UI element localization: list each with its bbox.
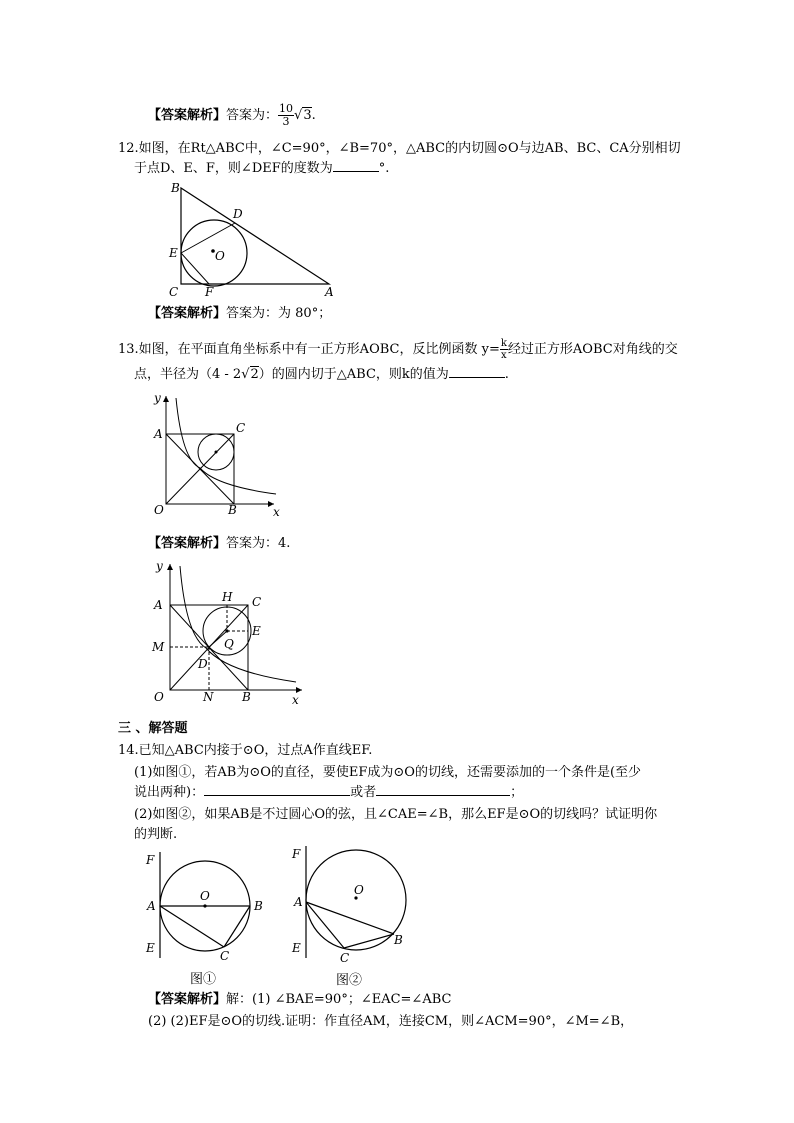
q14-part1-b: 说出两种)： xyxy=(134,785,205,800)
label-y: y xyxy=(156,559,163,573)
label-D: D xyxy=(233,207,243,221)
label-B: B xyxy=(254,899,263,913)
frac-den: x xyxy=(501,350,507,361)
label-E: E xyxy=(252,624,261,638)
label-B: B xyxy=(242,690,251,704)
q12-line2 xyxy=(134,162,389,175)
q14-part1-line1: (1)如图①，若AB为⊙O的直径，要使EF成为⊙O的切线，还需要添加的一个条件是(至少 xyxy=(134,765,642,780)
label-y: y xyxy=(154,391,161,405)
q13-line1-b: 经过正方形AOBC对角线的交 xyxy=(507,342,678,357)
q13-line2-end: . xyxy=(504,367,509,382)
label-F: F xyxy=(292,847,301,861)
q14-figure-1 xyxy=(140,848,275,993)
label-C: C xyxy=(252,595,262,609)
label-C: C xyxy=(169,285,179,299)
answer-prefix: 答案为： xyxy=(226,108,279,124)
q14-part2-line1: (2)如图②，如果AB是不过圆心O的弦，且∠CAE=∠B，那么EF是⊙O的切线吗？试证明你 xyxy=(134,807,658,822)
section3-title: 三 、解答题 xyxy=(118,721,188,736)
q13-line2-a: 点，半径为（4 - 2 xyxy=(134,367,242,382)
fraction xyxy=(278,103,294,128)
label-A: A xyxy=(154,598,163,612)
sqrt-radicand: 3 xyxy=(303,108,312,124)
sqrt-symbol: √ xyxy=(241,367,250,382)
frac-den: 3 xyxy=(282,115,290,129)
label-B: B xyxy=(228,503,237,517)
label-O: O xyxy=(154,503,164,517)
frac-num: k xyxy=(500,338,507,349)
q12-figure xyxy=(165,180,340,300)
fig2-caption: 图② xyxy=(336,973,363,988)
q12-line2-text: 于点D、E、F，则∠DEF的度数为 xyxy=(134,161,333,176)
label-x: x xyxy=(273,505,280,519)
q14-part1-end: ； xyxy=(510,785,524,800)
q13-line2-b: ）的圆内切于△ABC，则k的值为 xyxy=(258,367,449,382)
answer-label: 【答案解析】 xyxy=(148,306,227,321)
label-C: C xyxy=(220,949,230,963)
q12-answer-text: 答案为：为 80°； xyxy=(226,306,332,321)
q14-stem: 14.已知△ABC内接于⊙O，过点A作直线EF. xyxy=(118,743,373,758)
label-B: B xyxy=(394,933,403,947)
label-Q: Q xyxy=(224,637,234,651)
label-O: O xyxy=(215,249,225,263)
answer-blank xyxy=(449,377,505,378)
q13-figure xyxy=(146,390,281,520)
label-F: F xyxy=(205,285,214,299)
label-F: F xyxy=(146,853,155,867)
q14-figure-2 xyxy=(284,842,424,992)
sqrt-radicand: 2 xyxy=(250,367,259,382)
q13-line1-a: 13.如图，在平面直角坐标系中有一正方形AOBC，反比例函数 y= xyxy=(118,342,500,357)
label-A: A xyxy=(154,427,163,441)
answer-label: 【答案解析】 xyxy=(148,108,227,124)
label-C: C xyxy=(236,421,246,435)
q14-part1-or: 或者 xyxy=(350,785,377,800)
q14-answer-2: (2) (2)EF是⊙O的切线.证明：作直径AM，连接CM，则∠ACM=90°，∠M=∠B， xyxy=(148,1014,634,1029)
label-O: O xyxy=(154,690,164,704)
label-E: E xyxy=(146,941,155,955)
label-C: C xyxy=(340,951,350,965)
label-A: A xyxy=(325,285,334,299)
label-E: E xyxy=(292,941,301,955)
q13-answer-text: 答案为：4. xyxy=(226,536,291,551)
q14-part2-line2: 的判断. xyxy=(134,827,178,842)
q14-answer-1 xyxy=(148,993,451,1006)
fraction-k-over-x xyxy=(500,338,508,361)
fig1-caption: 图① xyxy=(190,972,217,987)
label-A: A xyxy=(147,899,156,913)
answer-label: 【答案解析】 xyxy=(148,992,227,1007)
label-M: M xyxy=(152,640,165,654)
label-N: N xyxy=(203,690,214,704)
q14-part1-line2 xyxy=(134,786,523,799)
label-E: E xyxy=(169,246,178,260)
label-H: H xyxy=(222,590,233,604)
label-D: D xyxy=(198,657,208,671)
q13-answer xyxy=(148,537,290,550)
sqrt-symbol: √ xyxy=(294,108,303,124)
q14-answer1-text: 解：(1) ∠BAE=90°；∠EAC=∠ABC xyxy=(226,992,452,1007)
label-O: O xyxy=(200,889,210,903)
label-x: x xyxy=(292,693,299,707)
q12-line2-end: °. xyxy=(378,161,390,176)
label-B: B xyxy=(171,181,180,195)
q12-line1: 12.如图，在Rt△ABC中，∠C=90°，∠B=70°，△ABC的内切圆⊙O与边AB、BC、CA分别相切 xyxy=(118,141,681,156)
answer-blank xyxy=(333,171,379,172)
answer-label: 【答案解析】 xyxy=(148,536,227,551)
q11-suffix: . xyxy=(311,108,316,124)
answer-blank-1 xyxy=(204,795,350,796)
q13-line1 xyxy=(118,338,678,361)
q13-answer-figure xyxy=(146,556,306,708)
q12-answer xyxy=(148,307,331,320)
label-O: O xyxy=(354,883,364,897)
answer-blank-2 xyxy=(376,795,510,796)
q13-line2 xyxy=(134,368,509,381)
label-A: A xyxy=(294,895,303,909)
q11-answer xyxy=(148,103,316,128)
frac-num: 10 xyxy=(279,102,294,115)
